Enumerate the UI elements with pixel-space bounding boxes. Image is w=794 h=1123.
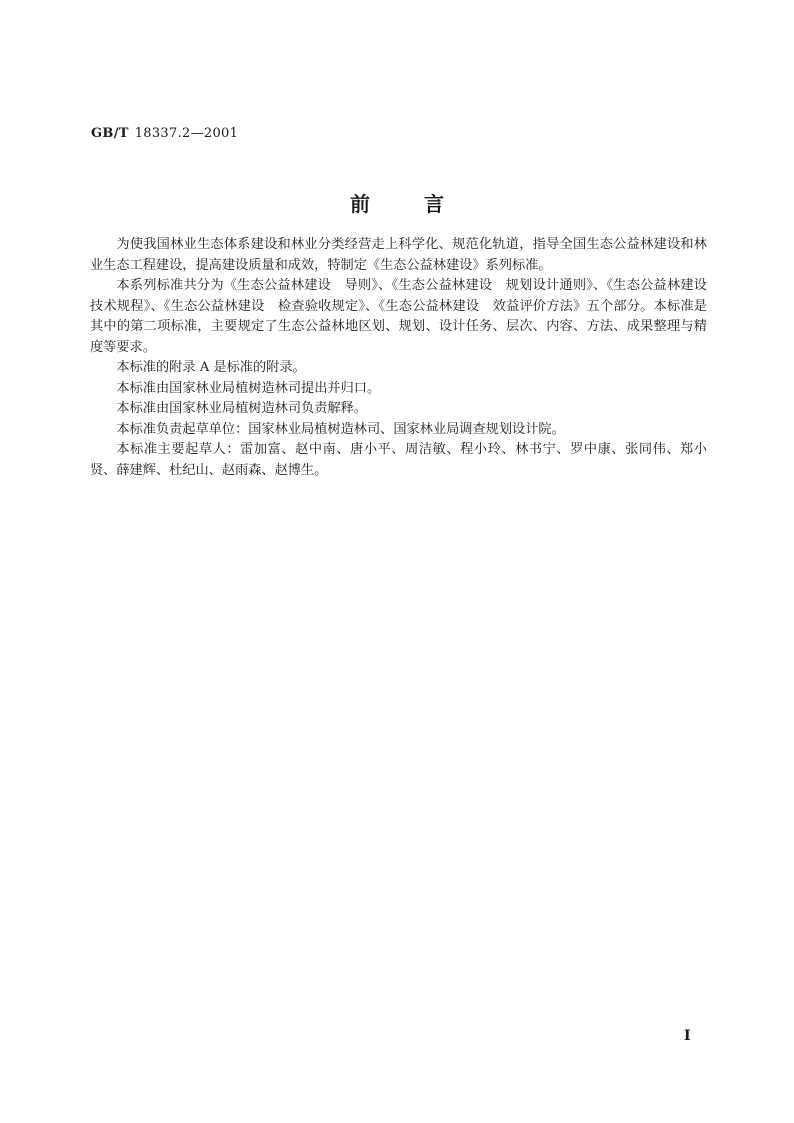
standard-code (91, 126, 238, 141)
foreword-body (90, 235, 721, 481)
paragraph-series-parts: 本系列标准共分为《生态公益林建设 导则》、《生态公益林建设 规划设计通则》、《生态公益林建设 技术规程》、《生态公益林建设 检查验收规定》、《生态公益林建设 效益评价方法》五个部分。本标准是其中的第二项标准，主要规定了生态公益林地区划、规划、设计任务、层次、内容、方法、成果整理与精度等要求。 (90, 278, 721, 355)
page-number: I (684, 1028, 691, 1044)
paragraph-interpreter: 本标准由国家林业局植树造林司负责解释。 (116, 401, 367, 416)
page-title: 前言 (350, 192, 498, 216)
paragraph-purpose: 为使我国林业生态体系建设和林业分类经营走上科学化、规范化轨道，指导全国生态公益林建设和林业生态工程建设，提高建设质量和成效，特制定《生态公益林建设》系列标准。 (90, 237, 707, 273)
paragraph-appendix: 本标准的附录 A 是标准的附录。 (116, 360, 306, 375)
paragraph-drafters: 本标准主要起草人：雷加富、赵中南、唐小平、周洁敏、程小玲、林书宁、罗中康、张同伟、郑小贤、薛建辉、杜纪山、赵雨森、赵博生。 (90, 442, 707, 478)
paragraph-proposer: 本标准由国家林业局植树造林司提出并归口。 (116, 380, 381, 396)
standard-prefix: GB/T (91, 126, 129, 141)
paragraph-drafting-units: 本标准负责起草单位：国家林业局植树造林司、国家林业局调查规划设计院。 (116, 421, 565, 437)
standard-number: 18337.2—2001 (134, 126, 239, 141)
